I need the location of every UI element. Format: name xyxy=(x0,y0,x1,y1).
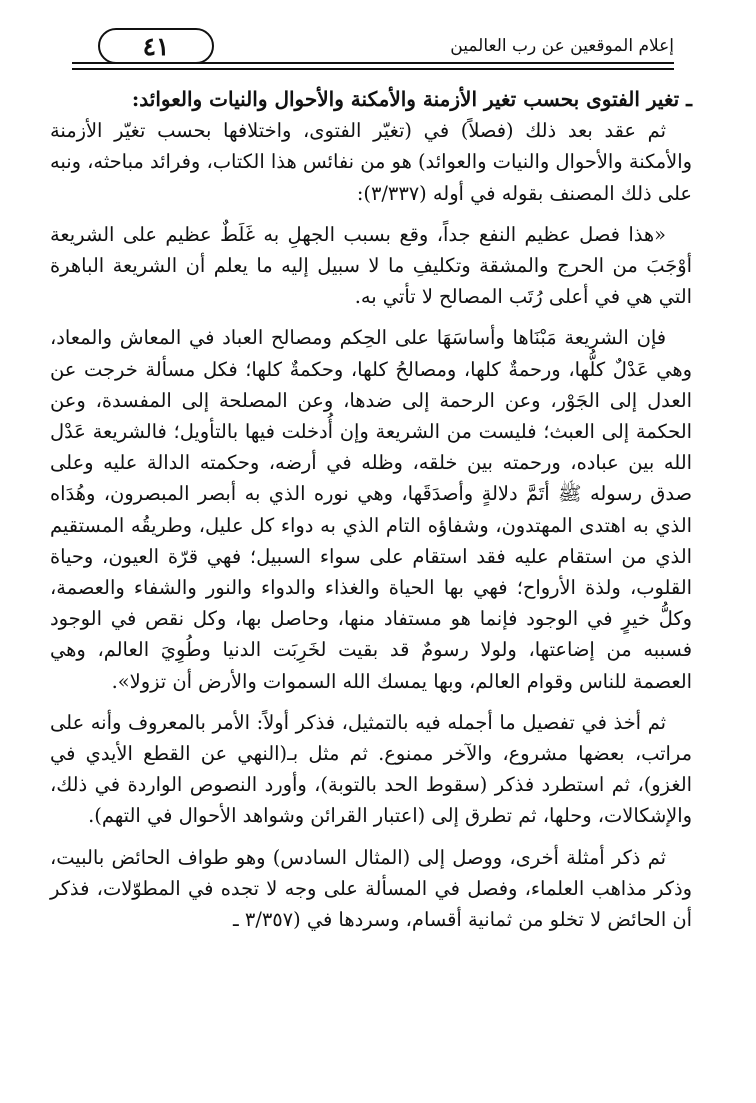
header-rule-bottom xyxy=(72,68,674,70)
quote-paragraph: فإن الشريعة مَبْنَاها وأساسَهَا على الحِكم ومصالح العباد في المعاش والمعاد، وهي عَدْلٌ كلُّها، ورحمةٌ كلها، ومصالحُ كلها، وحكمةٌ كلها؛ فكل مسألة خرجت عن العدل إلى الجَوْر، وعن الرحمة إلى ضدها، وعن المصلحة إلى المفسدة، وعن الحكمة إلى العبث؛ فليست من الشريعة وإن أُدخلت فيها بالتأويل؛ فالشريعة عَدْل الله بين عباده، ورحمته بين خلقه، وظله في أرضه، وحكمته الدالة عليه وعلى صدق رسوله ﷺ أتَمَّ دلالةٍ وأصدَقَها، وهي نوره الذي به أبصر المبصرون، وهُدَاه الذي به اهتدى المهتدون، وشفاؤه التام الذي به دواء كل عليل، وطريقُه المستقيم الذي من استقام عليه فقد استقام على سواء السبيل؛ فهي قرّة العيون، وحياة القلوب، ولذة الأرواح؛ فهي بها الحياة والغذاء والدواء والنور والشفاء والعصمة، وكلُّ خيرٍ في الوجود فإنما هو مستفاد منها، وحاصل بها، وكل نقص في الوجود فسببه من إضاعتها، ولولا رسومٌ قد بقيت لخَرِبَت الدنيا وطُوِيَ العالم، وهي العصمة للناس وقوام العالم، وبها يمسك الله السموات والأرض أن تزولا». xyxy=(50,326,692,693)
section-heading: ـ تغير الفتوى بحسب تغير الأزمنة والأمكنة والأحوال والنيات والعوائد: xyxy=(131,87,692,111)
paragraph: ثم أخذ في تفصيل ما أجمله فيه بالتمثيل، فذكر أولاً: الأمر بالمعروف وأنه على مراتب، بعضها مشروع، والآخر ممنوع. ثم مثل بـ(النهي عن القطع الأيدي في الغزو)، ثم استطرد فذكر (سقوط الحد بالتوبة)، وأورد النصوص الواردة في ذلك، والإشكالات، وحلها، ثم تطرق إلى (اعتبار القرائن وشواهد الأحوال في التهم). xyxy=(50,710,692,828)
page-number: ٤١ xyxy=(98,28,214,64)
page-body xyxy=(50,84,692,935)
running-head: إعلام الموقعين عن رب العالمين xyxy=(450,36,674,56)
paragraph: ثم ذكر أمثلة أخرى، ووصل إلى (المثال السادس) وهو طواف الحائض بالبيت، وذكر مذاهب العلماء، وفصل في المسألة على وجه لا تجده في المطوّلات، فذكر أن الحائض لا تخلو من ثمانية أقسام، وسردها في (٣/٣٥٧ ـ xyxy=(50,845,692,932)
page-header xyxy=(72,22,674,76)
paragraph: ثم عقد بعد ذلك (فصلاً) في (تغيّر الفتوى، واختلافها بحسب تغيّر الأزمنة والأمكنة والأحوال والنيات والعوائد) هو من نفائس هذا الكتاب، وفرائد مباحثه، ونبه على ذلك المصنف بقوله في أوله (٣/٣٣٧): xyxy=(50,119,692,205)
quote-paragraph: «هذا فصل عظيم النفع جداً، وقع بسبب الجهلِ به غَلَطٌ عظيم على الشريعة أوْجَبَ من الحرج والمشقة وتكليفِ ما لا سبيل إليه ما يعلم أن الشريعة الباهرة التي هي في أعلى رُتَب المصالح لا تأتي به. xyxy=(50,222,692,309)
